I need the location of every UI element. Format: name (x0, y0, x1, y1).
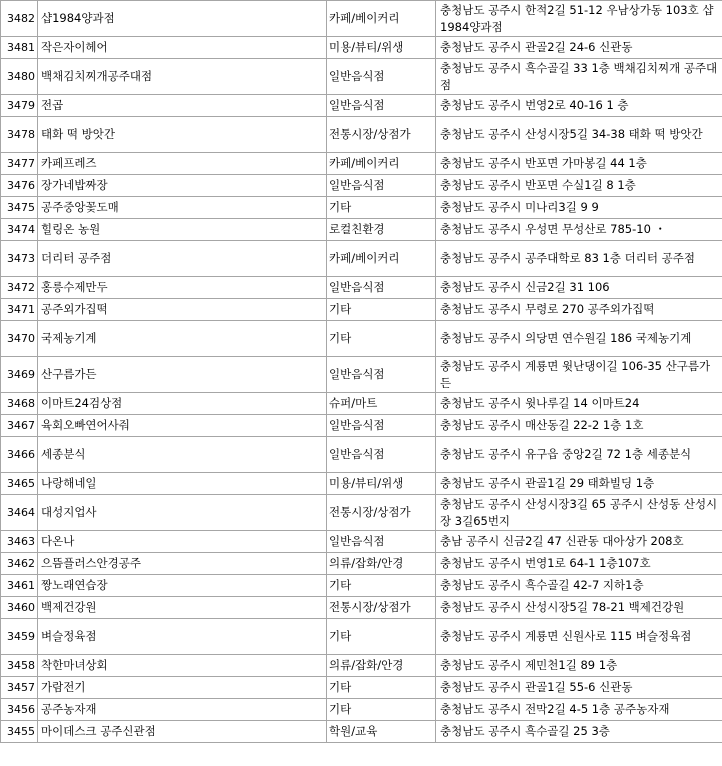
category-cell: 일반음식점 (327, 95, 436, 117)
table-row (1, 197, 722, 219)
category-cell: 기타 (327, 197, 436, 219)
row-id-cell: 3472 (1, 277, 38, 299)
category-cell: 기타 (327, 619, 436, 655)
category-cell: 카페/베이커리 (327, 1, 436, 37)
address-cell: 충청남도 공주시 산성시장5길 78-21 백제건강원 (436, 597, 722, 619)
table-row (1, 299, 722, 321)
row-id-cell: 3458 (1, 655, 38, 677)
table-row (1, 357, 722, 393)
store-name-cell: 이마트24검상점 (38, 393, 327, 415)
category-cell: 전통시장/상점가 (327, 117, 436, 153)
address-cell: 충청남도 공주시 전막2길 4-5 1층 공주농자재 (436, 699, 722, 721)
store-name-cell: 짱노래연습장 (38, 575, 327, 597)
address-cell: 충청남도 공주시 무령로 270 공주외가집떡 (436, 299, 722, 321)
store-name-cell: 대성지업사 (38, 495, 327, 531)
row-id-cell: 3457 (1, 677, 38, 699)
category-cell: 기타 (327, 677, 436, 699)
address-cell: 충남 공주시 신금2길 47 신관동 대아상가 208호 (436, 531, 722, 553)
category-cell: 기타 (327, 699, 436, 721)
table-row (1, 597, 722, 619)
category-cell: 슈퍼/마트 (327, 393, 436, 415)
row-id-cell: 3479 (1, 95, 38, 117)
store-name-cell: 샵1984양과점 (38, 1, 327, 37)
category-cell: 일반음식점 (327, 437, 436, 473)
store-name-cell: 백채김치찌개공주대점 (38, 59, 327, 95)
category-cell: 전통시장/상점가 (327, 597, 436, 619)
category-cell: 기타 (327, 299, 436, 321)
address-cell: 충청남도 공주시 산성시장3길 65 공주시 산성동 산성시장 3길65번지 (436, 495, 722, 531)
store-table-body (1, 1, 722, 743)
address-cell: 충청남도 공주시 유구읍 중앙2길 72 1층 세종분식 (436, 437, 722, 473)
address-cell: 충청남도 공주시 의당면 연수원길 186 국제농기계 (436, 321, 722, 357)
table-row (1, 655, 722, 677)
store-name-cell: 더리터 공주점 (38, 241, 327, 277)
row-id-cell: 3480 (1, 59, 38, 95)
row-id-cell: 3474 (1, 219, 38, 241)
address-cell: 충청남도 공주시 관골1길 29 태화빌딩 1층 (436, 473, 722, 495)
address-cell: 충청남도 공주시 흑수골길 33 1층 백채김치찌개 공주대점 (436, 59, 722, 95)
address-cell: 충청남도 공주시 산성시장5길 34-38 태화 떡 방앗간 (436, 117, 722, 153)
row-id-cell: 3471 (1, 299, 38, 321)
table-row (1, 619, 722, 655)
table-row (1, 699, 722, 721)
table-row (1, 677, 722, 699)
category-cell: 일반음식점 (327, 415, 436, 437)
address-cell: 충청남도 공주시 번영2로 40-16 1 층 (436, 95, 722, 117)
table-row (1, 531, 722, 553)
store-name-cell: 장가네밥짜장 (38, 175, 327, 197)
address-cell: 충청남도 공주시 계룡면 신원사로 115 벼슬정육점 (436, 619, 722, 655)
table-row (1, 241, 722, 277)
address-cell: 충청남도 공주시 관골1길 55-6 신관동 (436, 677, 722, 699)
table-row (1, 437, 722, 473)
table-row (1, 721, 722, 743)
table-row (1, 219, 722, 241)
row-id-cell: 3481 (1, 37, 38, 59)
address-cell: 충청남도 공주시 신금2길 31 106 (436, 277, 722, 299)
store-name-cell: 공주농자재 (38, 699, 327, 721)
category-cell: 일반음식점 (327, 357, 436, 393)
table-row (1, 495, 722, 531)
store-name-cell: 전곱 (38, 95, 327, 117)
address-cell: 충청남도 공주시 한적2길 51-12 우남상가동 103호 샵1984양과점 (436, 1, 722, 37)
store-name-cell: 착한마녀상회 (38, 655, 327, 677)
category-cell: 의류/잡화/안경 (327, 655, 436, 677)
store-name-cell: 산구름가든 (38, 357, 327, 393)
store-name-cell: 마이데스크 공주신관점 (38, 721, 327, 743)
table-row (1, 153, 722, 175)
store-name-cell: 공주외가집떡 (38, 299, 327, 321)
store-name-cell: 백제건강원 (38, 597, 327, 619)
address-cell: 충청남도 공주시 윗나루길 14 이마트24 (436, 393, 722, 415)
row-id-cell: 3463 (1, 531, 38, 553)
row-id-cell: 3469 (1, 357, 38, 393)
row-id-cell: 3460 (1, 597, 38, 619)
category-cell: 미용/뷰티/위생 (327, 37, 436, 59)
address-cell: 충청남도 공주시 미나리3길 9 9 (436, 197, 722, 219)
row-id-cell: 3477 (1, 153, 38, 175)
row-id-cell: 3478 (1, 117, 38, 153)
store-name-cell: 힐링온 농원 (38, 219, 327, 241)
category-cell: 일반음식점 (327, 59, 436, 95)
store-name-cell: 홍릉수제만두 (38, 277, 327, 299)
row-id-cell: 3467 (1, 415, 38, 437)
category-cell: 기타 (327, 321, 436, 357)
store-name-cell: 나랑해네일 (38, 473, 327, 495)
category-cell: 카페/베이커리 (327, 153, 436, 175)
store-name-cell: 태화 떡 방앗간 (38, 117, 327, 153)
store-name-cell: 작은자이헤어 (38, 37, 327, 59)
address-cell: 충청남도 공주시 반포면 가마봉길 44 1층 (436, 153, 722, 175)
table-row (1, 575, 722, 597)
row-id-cell: 3456 (1, 699, 38, 721)
store-name-cell: 다온나 (38, 531, 327, 553)
address-cell: 충청남도 공주시 흑수골길 42-7 지하1층 (436, 575, 722, 597)
row-id-cell: 3464 (1, 495, 38, 531)
store-name-cell: 세종분식 (38, 437, 327, 473)
address-cell: 충청남도 공주시 계룡면 윗난댕이길 106-35 산구름가든 (436, 357, 722, 393)
row-id-cell: 3475 (1, 197, 38, 219)
address-cell: 충청남도 공주시 우성면 무성산로 785-10 ・ (436, 219, 722, 241)
row-id-cell: 3476 (1, 175, 38, 197)
category-cell: 일반음식점 (327, 531, 436, 553)
category-cell: 일반음식점 (327, 175, 436, 197)
store-name-cell: 카페프레즈 (38, 153, 327, 175)
row-id-cell: 3455 (1, 721, 38, 743)
category-cell: 전통시장/상점가 (327, 495, 436, 531)
table-row (1, 553, 722, 575)
category-cell: 로컬친환경 (327, 219, 436, 241)
store-name-cell: 공주중앙꽃도매 (38, 197, 327, 219)
category-cell: 미용/뷰티/위생 (327, 473, 436, 495)
table-row (1, 37, 722, 59)
table-row (1, 1, 722, 37)
store-name-cell: 가람전기 (38, 677, 327, 699)
table-row (1, 117, 722, 153)
table-row (1, 175, 722, 197)
category-cell: 의류/잡화/안경 (327, 553, 436, 575)
row-id-cell: 3459 (1, 619, 38, 655)
address-cell: 충청남도 공주시 관골2길 24-6 신관동 (436, 37, 722, 59)
address-cell: 충청남도 공주시 공주대학로 83 1층 더리터 공주점 (436, 241, 722, 277)
table-row (1, 393, 722, 415)
row-id-cell: 3462 (1, 553, 38, 575)
table-row (1, 473, 722, 495)
row-id-cell: 3465 (1, 473, 38, 495)
category-cell: 카페/베이커리 (327, 241, 436, 277)
category-cell: 학원/교육 (327, 721, 436, 743)
store-name-cell: 육회오빠연어사줘 (38, 415, 327, 437)
row-id-cell: 3461 (1, 575, 38, 597)
store-name-cell: 벼슬정육점 (38, 619, 327, 655)
row-id-cell: 3466 (1, 437, 38, 473)
table-row (1, 277, 722, 299)
table-row (1, 95, 722, 117)
category-cell: 일반음식점 (327, 277, 436, 299)
address-cell: 충청남도 공주시 번영1로 64-1 1층107호 (436, 553, 722, 575)
address-cell: 충청남도 공주시 반포면 수실1길 8 1층 (436, 175, 722, 197)
row-id-cell: 3482 (1, 1, 38, 37)
table-row (1, 321, 722, 357)
row-id-cell: 3470 (1, 321, 38, 357)
address-cell: 충청남도 공주시 제민천1길 89 1층 (436, 655, 722, 677)
address-cell: 충청남도 공주시 흑수골길 25 3층 (436, 721, 722, 743)
table-row (1, 59, 722, 95)
store-name-cell: 으뜸플러스안경공주 (38, 553, 327, 575)
row-id-cell: 3468 (1, 393, 38, 415)
store-name-cell: 국제농기계 (38, 321, 327, 357)
address-cell: 충청남도 공주시 매산동길 22-2 1층 1호 (436, 415, 722, 437)
table-row (1, 415, 722, 437)
category-cell: 기타 (327, 575, 436, 597)
row-id-cell: 3473 (1, 241, 38, 277)
